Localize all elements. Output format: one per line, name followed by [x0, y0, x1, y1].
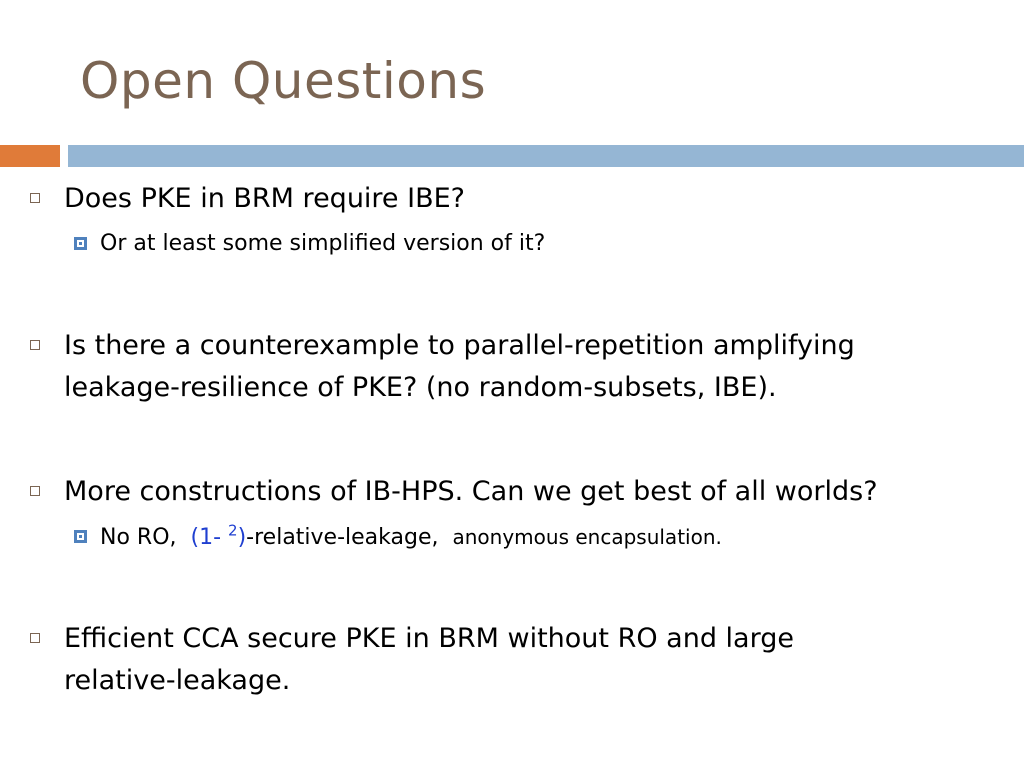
hollow-square-bullet-icon [30, 340, 40, 350]
bullet-item [64, 471, 1004, 513]
bullet-item [64, 618, 1004, 702]
slide-title: Open Questions [80, 52, 487, 110]
sub-bullet-suffix: -relative-leakage, [246, 525, 439, 550]
hollow-square-bullet-icon [30, 193, 40, 203]
hollow-square-bullet-icon [30, 633, 40, 643]
bullet-text: Is there a counterexample to parallel-repetition amplifying [64, 330, 855, 361]
bullet-text: Does PKE in BRM require IBE? [64, 183, 466, 214]
square-bullet-icon [74, 237, 87, 250]
hollow-square-bullet-icon [30, 486, 40, 496]
bullet-text-continued: relative-leakage. [64, 665, 291, 696]
accent-bar-orange [0, 145, 60, 167]
formula-open: (1- [190, 525, 229, 550]
formula-superscript: 2 [228, 521, 238, 540]
sub-bullet-text: Or at least some simplified version of it? [100, 231, 546, 256]
bullet-text: More constructions of IB-HPS. Can we get best of all worlds? [64, 476, 878, 507]
bullet-text-continued: leakage-resilience of PKE? (no random-subsets, IBE). [64, 372, 777, 403]
sub-bullet-prefix: No RO, [100, 525, 177, 550]
sub-bullet-item [100, 521, 1000, 554]
bullet-text: Efficient CCA secure PKE in BRM without RO and large [64, 623, 794, 654]
accent-bar-blue [68, 145, 1024, 167]
square-bullet-icon [74, 530, 87, 543]
bullet-item [64, 325, 1004, 409]
bullet-item [64, 178, 1004, 220]
sub-bullet-suffix2: anonymous encapsulation. [452, 525, 722, 549]
sub-bullet-item [100, 228, 1000, 260]
formula-close: ) [237, 525, 247, 550]
